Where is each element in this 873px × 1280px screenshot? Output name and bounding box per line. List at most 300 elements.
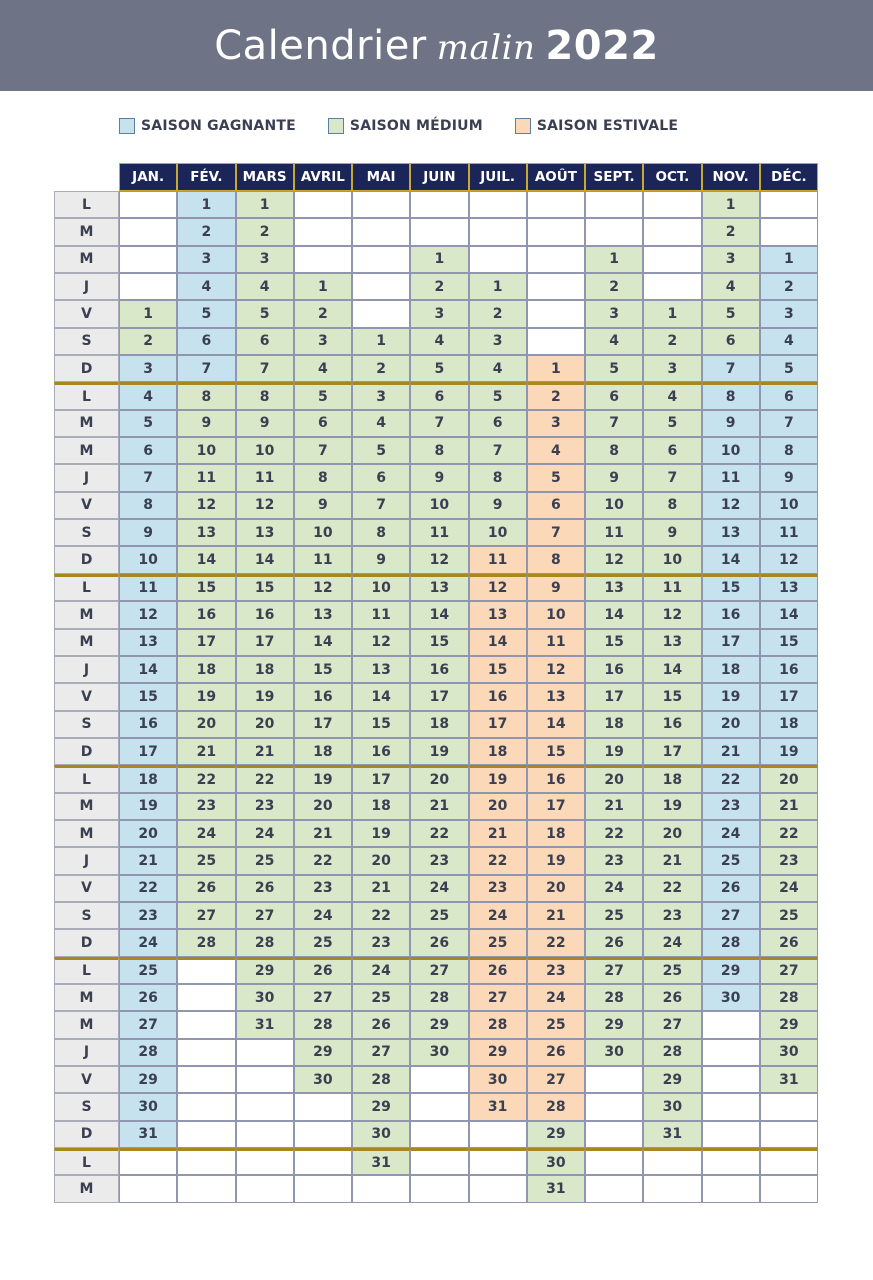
- day-cell: 18: [119, 765, 177, 792]
- day-cell: 21: [527, 902, 585, 929]
- day-cell: 13: [527, 683, 585, 710]
- day-cell: 14: [294, 629, 352, 656]
- day-cell: 18: [702, 656, 760, 683]
- day-cell: 20: [410, 765, 468, 792]
- day-cell: 13: [119, 629, 177, 656]
- day-cell: 27: [702, 902, 760, 929]
- day-cell: 5: [527, 464, 585, 491]
- day-cell: 29: [352, 1093, 410, 1120]
- day-cell: 13: [469, 601, 527, 628]
- day-cell: 22: [527, 929, 585, 956]
- day-cell: 27: [527, 1066, 585, 1093]
- day-cell: 28: [352, 1066, 410, 1093]
- day-cell: 25: [119, 957, 177, 984]
- day-cell: 16: [236, 601, 294, 628]
- day-cell: 30: [236, 984, 294, 1011]
- empty-cell: [410, 191, 468, 218]
- day-cell: 14: [760, 601, 818, 628]
- empty-cell: [352, 300, 410, 327]
- empty-cell: [119, 1148, 177, 1175]
- empty-cell: [294, 1175, 352, 1202]
- day-cell: 14: [177, 546, 235, 573]
- day-cell: 25: [177, 847, 235, 874]
- day-cell: 9: [352, 546, 410, 573]
- empty-cell: [527, 300, 585, 327]
- empty-cell: [177, 1121, 235, 1148]
- empty-cell: [352, 1175, 410, 1202]
- empty-cell: [643, 218, 701, 245]
- empty-cell: [527, 328, 585, 355]
- day-cell: 30: [352, 1121, 410, 1148]
- empty-cell: [760, 218, 818, 245]
- month-header: MAI: [352, 163, 410, 191]
- day-cell: 6: [294, 410, 352, 437]
- day-cell: 9: [760, 464, 818, 491]
- day-cell: 8: [527, 546, 585, 573]
- day-cell: 30: [469, 1066, 527, 1093]
- day-cell: 21: [119, 847, 177, 874]
- day-cell: 23: [760, 847, 818, 874]
- legend-item-gagnante: [119, 118, 296, 134]
- day-cell: 18: [352, 793, 410, 820]
- day-cell: 5: [410, 355, 468, 382]
- day-cell: 24: [119, 929, 177, 956]
- day-cell: 11: [236, 464, 294, 491]
- day-cell: 12: [469, 574, 527, 601]
- day-cell: 16: [177, 601, 235, 628]
- weekday-label: M: [54, 984, 119, 1011]
- day-cell: 7: [585, 410, 643, 437]
- day-cell: 23: [469, 875, 527, 902]
- title-main: Calendrier: [214, 22, 427, 69]
- day-cell: 25: [294, 929, 352, 956]
- empty-cell: [177, 957, 235, 984]
- day-cell: 31: [527, 1175, 585, 1202]
- day-cell: 15: [236, 574, 294, 601]
- empty-cell: [585, 1066, 643, 1093]
- empty-cell: [177, 1175, 235, 1202]
- day-cell: 7: [760, 410, 818, 437]
- day-cell: 28: [643, 1039, 701, 1066]
- day-cell: 7: [352, 492, 410, 519]
- day-cell: 30: [760, 1039, 818, 1066]
- day-cell: 24: [410, 875, 468, 902]
- day-cell: 24: [177, 820, 235, 847]
- month-header: DÉC.: [760, 163, 818, 191]
- day-cell: 22: [643, 875, 701, 902]
- empty-cell: [469, 246, 527, 273]
- day-cell: 12: [760, 546, 818, 573]
- month-header: FÉV.: [177, 163, 235, 191]
- day-cell: 11: [119, 574, 177, 601]
- empty-cell: [236, 1121, 294, 1148]
- day-cell: 26: [236, 875, 294, 902]
- day-cell: 20: [469, 793, 527, 820]
- empty-cell: [352, 246, 410, 273]
- day-cell: 22: [294, 847, 352, 874]
- day-cell: 21: [760, 793, 818, 820]
- day-cell: 13: [643, 629, 701, 656]
- day-cell: 25: [643, 957, 701, 984]
- empty-cell: [702, 1148, 760, 1175]
- day-cell: 3: [119, 355, 177, 382]
- day-cell: 6: [643, 437, 701, 464]
- day-cell: 28: [527, 1093, 585, 1120]
- empty-cell: [469, 1148, 527, 1175]
- day-cell: 8: [352, 519, 410, 546]
- day-cell: 12: [236, 492, 294, 519]
- empty-cell: [702, 1121, 760, 1148]
- day-cell: 2: [643, 328, 701, 355]
- empty-cell: [643, 246, 701, 273]
- day-cell: 24: [643, 929, 701, 956]
- empty-cell: [177, 1093, 235, 1120]
- day-cell: 16: [469, 683, 527, 710]
- empty-cell: [585, 1148, 643, 1175]
- day-cell: 6: [702, 328, 760, 355]
- day-cell: 10: [702, 437, 760, 464]
- empty-cell: [585, 218, 643, 245]
- month-header: JAN.: [119, 163, 177, 191]
- day-cell: 6: [527, 492, 585, 519]
- month-header: MARS: [236, 163, 294, 191]
- day-cell: 31: [643, 1121, 701, 1148]
- day-cell: 26: [469, 957, 527, 984]
- day-cell: 9: [410, 464, 468, 491]
- day-cell: 1: [760, 246, 818, 273]
- day-cell: 4: [119, 382, 177, 409]
- day-cell: 10: [410, 492, 468, 519]
- empty-cell: [119, 1175, 177, 1202]
- empty-cell: [294, 1121, 352, 1148]
- weekday-label: L: [54, 765, 119, 792]
- day-cell: 25: [469, 929, 527, 956]
- day-cell: 16: [119, 711, 177, 738]
- day-cell: 9: [119, 519, 177, 546]
- empty-cell: [643, 191, 701, 218]
- empty-cell: [643, 1175, 701, 1202]
- day-cell: 31: [236, 1011, 294, 1038]
- day-cell: 1: [294, 273, 352, 300]
- empty-cell: [702, 1066, 760, 1093]
- empty-cell: [527, 246, 585, 273]
- empty-cell: [469, 1175, 527, 1202]
- day-cell: 7: [236, 355, 294, 382]
- day-cell: 24: [527, 984, 585, 1011]
- day-cell: 26: [177, 875, 235, 902]
- day-cell: 21: [294, 820, 352, 847]
- day-cell: 6: [585, 382, 643, 409]
- day-cell: 30: [702, 984, 760, 1011]
- day-cell: 18: [177, 656, 235, 683]
- day-cell: 20: [294, 793, 352, 820]
- day-cell: 4: [236, 273, 294, 300]
- day-cell: 19: [294, 765, 352, 792]
- day-cell: 23: [119, 902, 177, 929]
- day-cell: 19: [760, 738, 818, 765]
- day-cell: 9: [585, 464, 643, 491]
- empty-cell: [585, 1175, 643, 1202]
- day-cell: 22: [352, 902, 410, 929]
- day-cell: 30: [585, 1039, 643, 1066]
- day-cell: 7: [294, 437, 352, 464]
- legend-swatch-medium: [328, 118, 344, 134]
- day-cell: 30: [410, 1039, 468, 1066]
- month-header: OCT.: [643, 163, 701, 191]
- day-cell: 29: [469, 1039, 527, 1066]
- day-cell: 27: [294, 984, 352, 1011]
- day-cell: 27: [643, 1011, 701, 1038]
- day-cell: 5: [177, 300, 235, 327]
- day-cell: 23: [643, 902, 701, 929]
- day-cell: 5: [236, 300, 294, 327]
- day-cell: 16: [702, 601, 760, 628]
- day-cell: 17: [527, 793, 585, 820]
- weekday-label: J: [54, 1039, 119, 1066]
- empty-cell: [119, 218, 177, 245]
- day-cell: 6: [177, 328, 235, 355]
- day-cell: 16: [527, 765, 585, 792]
- day-cell: 17: [643, 738, 701, 765]
- month-header: SEPT.: [585, 163, 643, 191]
- empty-cell: [410, 1148, 468, 1175]
- day-cell: 29: [643, 1066, 701, 1093]
- day-cell: 22: [702, 765, 760, 792]
- day-cell: 12: [177, 492, 235, 519]
- day-cell: 29: [119, 1066, 177, 1093]
- day-cell: 16: [643, 711, 701, 738]
- day-cell: 14: [643, 656, 701, 683]
- day-cell: 1: [643, 300, 701, 327]
- day-cell: 2: [119, 328, 177, 355]
- month-header: AOÛT: [527, 163, 585, 191]
- day-cell: 15: [294, 656, 352, 683]
- day-cell: 23: [702, 793, 760, 820]
- day-cell: 22: [177, 765, 235, 792]
- day-cell: 1: [352, 328, 410, 355]
- empty-cell: [702, 1093, 760, 1120]
- day-cell: 13: [236, 519, 294, 546]
- empty-cell: [410, 1066, 468, 1093]
- day-cell: 12: [643, 601, 701, 628]
- day-cell: 13: [410, 574, 468, 601]
- grid-corner: [54, 163, 119, 191]
- day-cell: 23: [352, 929, 410, 956]
- empty-cell: [236, 1093, 294, 1120]
- day-cell: 12: [119, 601, 177, 628]
- day-cell: 2: [294, 300, 352, 327]
- month-header: JUIL.: [469, 163, 527, 191]
- header-banner: [0, 0, 873, 91]
- day-cell: 16: [760, 656, 818, 683]
- weekday-label: S: [54, 1093, 119, 1120]
- day-cell: 18: [294, 738, 352, 765]
- day-cell: 14: [352, 683, 410, 710]
- day-cell: 12: [585, 546, 643, 573]
- day-cell: 11: [702, 464, 760, 491]
- weekday-label: M: [54, 1175, 119, 1202]
- day-cell: 21: [643, 847, 701, 874]
- weekday-label: V: [54, 300, 119, 327]
- day-cell: 11: [585, 519, 643, 546]
- empty-cell: [410, 218, 468, 245]
- day-cell: 29: [585, 1011, 643, 1038]
- day-cell: 21: [469, 820, 527, 847]
- day-cell: 22: [469, 847, 527, 874]
- day-cell: 4: [643, 382, 701, 409]
- empty-cell: [177, 984, 235, 1011]
- empty-cell: [469, 1121, 527, 1148]
- day-cell: 20: [236, 711, 294, 738]
- day-cell: 8: [469, 464, 527, 491]
- day-cell: 22: [585, 820, 643, 847]
- day-cell: 17: [294, 711, 352, 738]
- day-cell: 28: [702, 929, 760, 956]
- day-cell: 6: [236, 328, 294, 355]
- empty-cell: [585, 1093, 643, 1120]
- empty-cell: [236, 1148, 294, 1175]
- day-cell: 28: [294, 1011, 352, 1038]
- empty-cell: [352, 191, 410, 218]
- day-cell: 15: [760, 629, 818, 656]
- day-cell: 6: [119, 437, 177, 464]
- weekday-label: L: [54, 191, 119, 218]
- weekday-label: M: [54, 410, 119, 437]
- weekday-label: V: [54, 683, 119, 710]
- day-cell: 27: [236, 902, 294, 929]
- day-cell: 14: [410, 601, 468, 628]
- day-cell: 23: [410, 847, 468, 874]
- day-cell: 18: [410, 711, 468, 738]
- day-cell: 2: [352, 355, 410, 382]
- day-cell: 3: [177, 246, 235, 273]
- day-cell: 10: [585, 492, 643, 519]
- day-cell: 26: [527, 1039, 585, 1066]
- empty-cell: [760, 1148, 818, 1175]
- day-cell: 27: [469, 984, 527, 1011]
- day-cell: 4: [469, 355, 527, 382]
- day-cell: 17: [236, 629, 294, 656]
- day-cell: 1: [119, 300, 177, 327]
- day-cell: 29: [527, 1121, 585, 1148]
- weekday-label: M: [54, 820, 119, 847]
- day-cell: 4: [760, 328, 818, 355]
- day-cell: 27: [410, 957, 468, 984]
- day-cell: 9: [236, 410, 294, 437]
- empty-cell: [702, 1175, 760, 1202]
- day-cell: 3: [585, 300, 643, 327]
- legend-label-estivale: SAISON ESTIVALE: [536, 118, 679, 134]
- empty-cell: [177, 1039, 235, 1066]
- day-cell: 29: [294, 1039, 352, 1066]
- day-cell: 19: [352, 820, 410, 847]
- day-cell: 4: [585, 328, 643, 355]
- day-cell: 12: [352, 629, 410, 656]
- day-cell: 10: [527, 601, 585, 628]
- day-cell: 10: [119, 546, 177, 573]
- weekday-label: M: [54, 601, 119, 628]
- day-cell: 5: [352, 437, 410, 464]
- day-cell: 19: [119, 793, 177, 820]
- day-cell: 14: [236, 546, 294, 573]
- day-cell: 20: [119, 820, 177, 847]
- day-cell: 24: [294, 902, 352, 929]
- day-cell: 28: [469, 1011, 527, 1038]
- legend-swatch-gagnante: [119, 118, 135, 134]
- empty-cell: [236, 1066, 294, 1093]
- day-cell: 3: [469, 328, 527, 355]
- day-cell: 11: [352, 601, 410, 628]
- weekday-label: M: [54, 437, 119, 464]
- day-cell: 26: [760, 929, 818, 956]
- day-cell: 1: [410, 246, 468, 273]
- day-cell: 28: [177, 929, 235, 956]
- day-cell: 31: [119, 1121, 177, 1148]
- day-cell: 9: [469, 492, 527, 519]
- day-cell: 19: [236, 683, 294, 710]
- day-cell: 17: [352, 765, 410, 792]
- day-cell: 8: [177, 382, 235, 409]
- day-cell: 27: [352, 1039, 410, 1066]
- weekday-label: L: [54, 574, 119, 601]
- day-cell: 3: [702, 246, 760, 273]
- day-cell: 10: [294, 519, 352, 546]
- day-cell: 5: [119, 410, 177, 437]
- day-cell: 26: [410, 929, 468, 956]
- day-cell: 29: [410, 1011, 468, 1038]
- day-cell: 28: [236, 929, 294, 956]
- day-cell: 25: [585, 902, 643, 929]
- day-cell: 2: [585, 273, 643, 300]
- day-cell: 20: [702, 711, 760, 738]
- day-cell: 22: [410, 820, 468, 847]
- day-cell: 6: [760, 382, 818, 409]
- day-cell: 7: [643, 464, 701, 491]
- day-cell: 8: [119, 492, 177, 519]
- day-cell: 12: [294, 574, 352, 601]
- day-cell: 24: [236, 820, 294, 847]
- day-cell: 6: [352, 464, 410, 491]
- day-cell: 19: [527, 847, 585, 874]
- day-cell: 3: [760, 300, 818, 327]
- day-cell: 19: [643, 793, 701, 820]
- day-cell: 23: [294, 875, 352, 902]
- weekday-label: J: [54, 847, 119, 874]
- day-cell: 23: [585, 847, 643, 874]
- day-cell: 12: [702, 492, 760, 519]
- day-cell: 21: [410, 793, 468, 820]
- empty-cell: [469, 191, 527, 218]
- weekday-label: J: [54, 656, 119, 683]
- day-cell: 13: [585, 574, 643, 601]
- weekday-label: V: [54, 492, 119, 519]
- day-cell: 4: [410, 328, 468, 355]
- day-cell: 8: [585, 437, 643, 464]
- empty-cell: [760, 1121, 818, 1148]
- day-cell: 15: [585, 629, 643, 656]
- day-cell: 16: [294, 683, 352, 710]
- day-cell: 12: [527, 656, 585, 683]
- day-cell: 26: [294, 957, 352, 984]
- day-cell: 17: [585, 683, 643, 710]
- day-cell: 21: [702, 738, 760, 765]
- day-cell: 15: [527, 738, 585, 765]
- day-cell: 24: [760, 875, 818, 902]
- day-cell: 11: [527, 629, 585, 656]
- day-cell: 16: [352, 738, 410, 765]
- weekday-label: S: [54, 328, 119, 355]
- day-cell: 3: [352, 382, 410, 409]
